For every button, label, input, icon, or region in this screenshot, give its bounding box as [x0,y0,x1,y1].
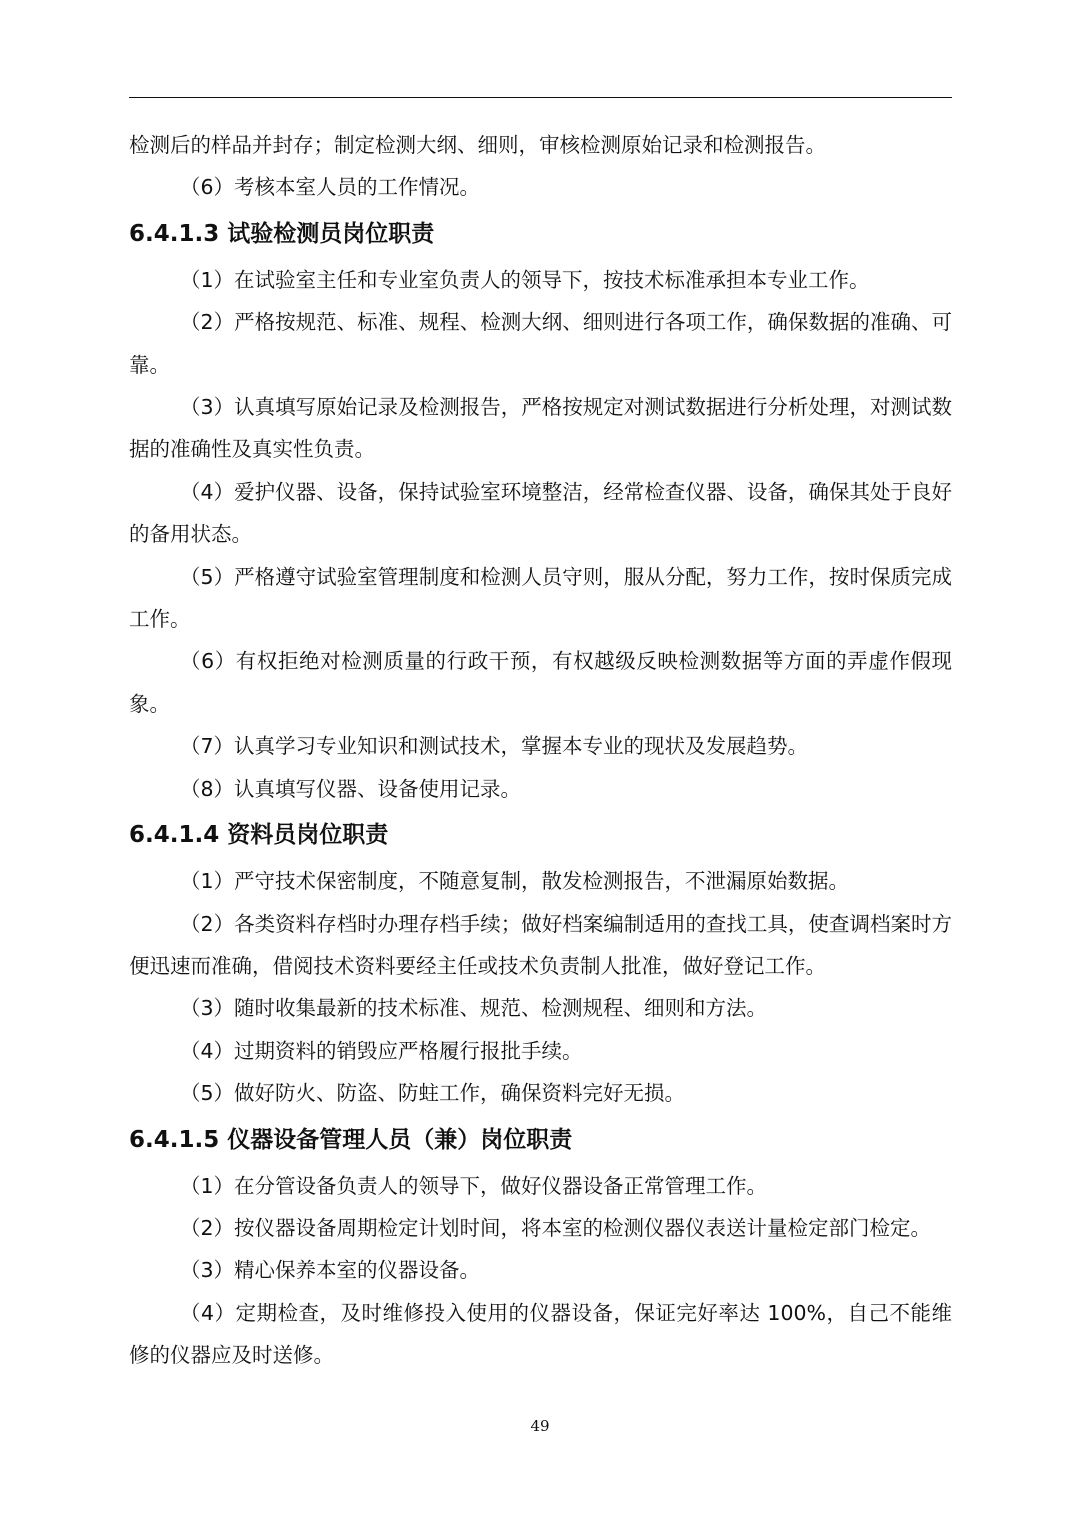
list-item: （2）严格按规范、标准、规程、检测大纲、细则进行各项工作，确保数据的准确、可靠。 [129,310,952,377]
section-heading-6-4-1-4: 6.4.1.4 资料员岗位职责 [129,822,389,849]
list-item: （1）在分管设备负责人的领导下，做好仪器设备正常管理工作。 [180,1173,768,1198]
list-item: （4）爱护仪器、设备，保持试验室环境整洁，经常检查仪器、设备，确保其处于良好的备用状态。 [129,479,952,547]
list-item: （2）各类资料存档时办理存档手续；做好档案编制适用的查找工具，使查调档案时方便迅速而准确，借阅技术资料要经主任或技术负责制人批准，做好登记工作。 [129,911,952,978]
list-item: （8）认真填写仪器、设备使用记录。 [180,776,522,801]
list-item: （1）在试验室主任和专业室负责人的领导下，按技术标准承担本专业工作。 [180,267,870,292]
list-item: （5）做好防火、防盗、防蛀工作，确保资料完好无损。 [180,1081,686,1106]
section-heading-6-4-1-3: 6.4.1.3 试验检测员岗位职责 [129,220,435,247]
list-item: （3）认真填写原始记录及检测报告，严格按规定对测试数据进行分析处理，对测试数据的准确性及真实性负责。 [129,395,952,462]
list-item: （2）按仪器设备周期检定计划时间，将本室的检测仪器仪表送计量检定部门检定。 [180,1215,932,1240]
list-item: （3）随时收集最新的技术标准、规范、检测规程、细则和方法。 [180,996,768,1021]
page-body [129,124,952,1377]
page-number: 49 [530,1417,550,1435]
list-item: （6）有权拒绝对检测质量的行政干预，有权越级反映检测数据等方面的弄虚作假现象。 [129,649,952,716]
list-item: （4）定期检查，及时维修投入使用的仪器设备，保证完好率达 100%，自己不能维修的仪器应及时送修。 [129,1300,952,1368]
list-item: （6）考核本室人员的工作情况。 [180,175,481,200]
list-item: （5）严格遵守试验室管理制度和检测人员守则，服从分配，努力工作，按时保质完成工作。 [129,564,952,632]
continued-paragraph: 检测后的样品并封存；制定检测大纲、细则，审核检测原始记录和检测报告。 [129,133,826,157]
list-item: （7）认真学习专业知识和测试技术，掌握本专业的现状及发展趋势。 [180,734,809,759]
section-heading-6-4-1-5: 6.4.1.5 仪器设备管理人员（兼）岗位职责 [129,1126,573,1153]
list-item: （1）严守技术保密制度，不随意复制，散发检测报告，不泄漏原始数据。 [180,869,850,894]
header-rule [129,97,952,98]
list-item: （4）过期资料的销毁应严格履行报批手续。 [180,1038,583,1063]
list-item: （3）精心保养本室的仪器设备。 [180,1258,481,1283]
